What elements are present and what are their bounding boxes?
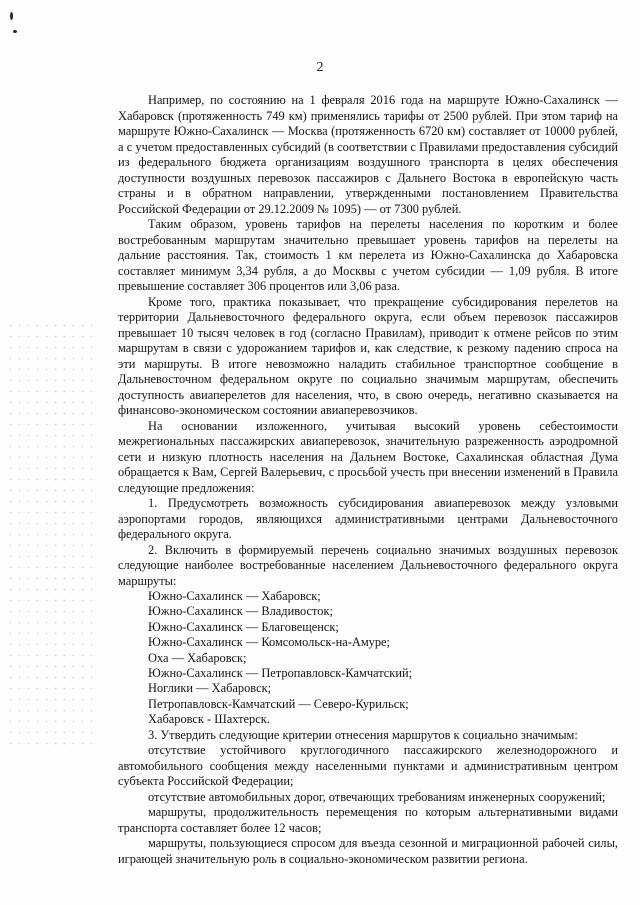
criterion-item: отсутствие устойчивого круглогодичного пассажирского железнодорожного и автомобильного сообщения между населенными пунктами и административным центром субъекта Российской Федерации; [118, 743, 618, 789]
route-item: Хабаровск - Шахтерск. [148, 712, 270, 727]
proposal-3: 3. Утвердить следующие критерии отнесения маршрутов к социально значимым: [148, 727, 578, 742]
paragraph-fares-example: Например, по состоянию на 1 февраля 2016 года на маршруте Южно-Сахалинск — Хабаровск (протяженность 749 км) применялись тарифы от 2500 рублей. При этом тариф на маршруте Южно-Сахалинск — Москва (протяженность 6720 км) составляет от 10000 рублей, а с учетом предоставленных субсидий (в соответствии с Правилами предоставления субсидий из федерального бюджета организациям воздушного транспорта в целях обеспечения доступности воздушных перевозок пассажиров с Дальнего Востока в европейскую часть страны и в обратном направлении, утвержденными постановлением Правительства Российской Федерации от 29.12.2009 № 1095) — от 7300 рублей. [118, 93, 618, 216]
criterion-item: отсутствие автомобильных дорог, отвечающих требованиям инженерных сооружений; [148, 789, 606, 804]
paragraph-tariff-comparison: Таким образом, уровень тарифов на перелеты населения по коротким и более востребованным маршрутам значительно превышает уровень тарифов на перелеты на дальние расстояния. Так, стоимость 1 км перелета из Южно-Сахалинска до Хабаровска составляет минимум 3,34 рубля, а до Москвы с учетом субсидии — 1,09 рубля. В итоге превышение составляет 306 процентов или 3,06 раза. [118, 217, 618, 293]
document-body [118, 93, 618, 867]
criterion-item: маршруты, продолжительность перемещения по которым альтернативными видами транспорта составляет более 12 часов; [118, 805, 618, 835]
scan-speck [13, 30, 17, 33]
route-item: Южно-Сахалинск — Владивосток; [148, 604, 333, 619]
scan-speck [10, 12, 13, 20]
page-number: 2 [316, 60, 324, 75]
paragraph-subsidy-practice: Кроме того, практика показывает, что прекращение субсидирования перелетов на территории Дальневосточного федерального округа, если объем перевозок пассажиров превышает 10 тысяч человек в год (согласно Правилам), приводит к отмене рейсов по этим маршрутам в связи с удорожанием тарифов и, как следствие, к резкому падению спроса на эти маршруты. В итоге невозможно наладить стабильное транспортное сообщение в Дальневосточном федеральном округе по социально значимым маршрутам, обеспечить доступность авиаперелетов для населения, что, в свою очередь, негативно сказывается на финансово-экономическом состоянии авиаперевозчиков. [118, 294, 618, 417]
route-item: Южно-Сахалинск — Петропавловск-Камчатский; [148, 666, 413, 681]
route-item: Южно-Сахалинск — Хабаровск; [148, 589, 321, 603]
paragraph-appeal: На основании изложенного, учитывая высокий уровень себестоимости межрегиональных пассажирских авиаперевозок, значительную разреженность аэродромной сети и низкую плотность населения на Дальнем Востоке, Сахалинская областная Дума обращается к Вам, Сергей Валерьевич, с просьбой учесть при внесении изменений в Правила следующие предложения: [118, 418, 618, 495]
route-item: Южно-Сахалинск — Благовещенск; [148, 619, 339, 634]
proposal-1: 1. Предусмотреть возможность субсидирования авиаперевозок между узловыми аэропортами городов, являющихся административными центрами Дальневосточного федерального округа. [118, 496, 618, 541]
route-item: Петропавловск-Камчатский — Северо-Курильск; [148, 696, 409, 711]
proposal-2: 2. Включить в формируемый перечень социально значимых воздушных перевозок следующие наиболее востребованные населением Дальневосточного федерального округа маршруты: [118, 542, 618, 588]
route-item: Оха — Хабаровск; [148, 650, 247, 665]
route-list [118, 589, 618, 728]
route-item: Южно-Сахалинск — Комсомольск-на-Амуре; [148, 635, 390, 650]
route-item: Ноглики — Хабаровск; [148, 681, 272, 696]
criterion-item: маршруты, пользующиеся спросом для въезда сезонной и миграционной рабочей силы, играющей значительную роль в социально-экономическом развитии региона. [118, 836, 618, 866]
scan-margin-noise [6, 320, 96, 750]
